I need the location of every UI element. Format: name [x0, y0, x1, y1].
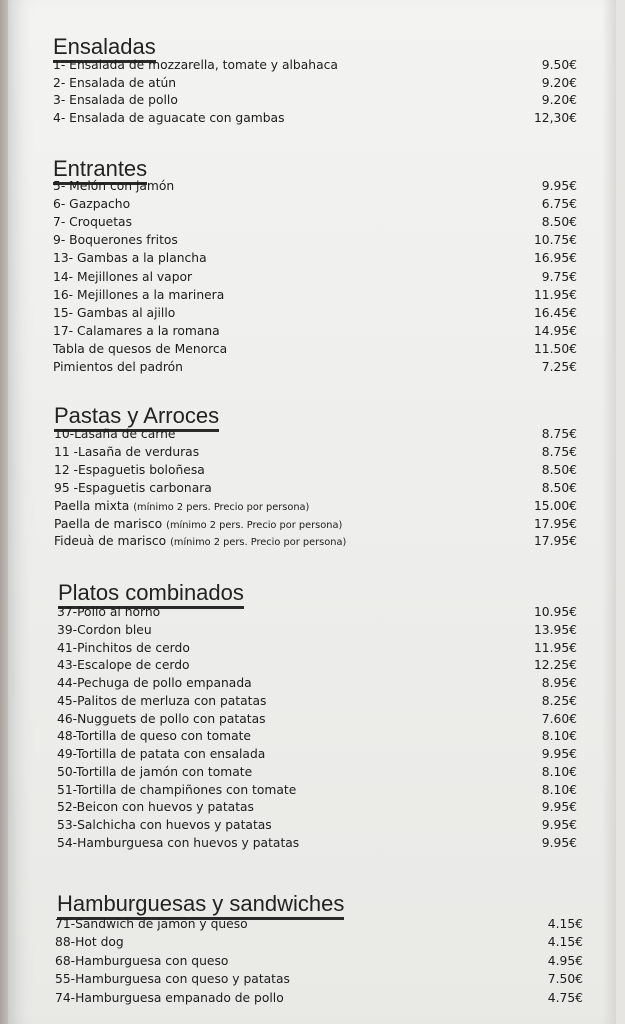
item-name-text: 48-Tortilla de queso con tomate [57, 729, 251, 744]
item-name [55, 933, 124, 951]
item-name [53, 268, 192, 286]
item-name [54, 461, 205, 479]
item-name [53, 340, 227, 358]
item-name-text: 49-Tortilla de patata con ensalada [57, 747, 266, 761]
menu-item [57, 639, 577, 657]
item-price: 17.95€ [533, 534, 577, 549]
item-name [57, 745, 265, 763]
menu-item [57, 763, 577, 781]
item-price: 7.60€ [541, 711, 577, 726]
item-price: 16.95€ [533, 251, 577, 266]
item-name [57, 834, 299, 852]
item-name [53, 286, 224, 304]
menu-item [55, 915, 583, 933]
menu-item [53, 340, 577, 358]
item-price: 10.75€ [533, 233, 577, 248]
item-name-text: 14- Mejillones al vapor [53, 269, 193, 284]
item-name-text: 1- Ensalada de mozzarella, tomate y albahaca [53, 58, 338, 72]
item-name [55, 915, 248, 933]
item-name [54, 532, 346, 552]
item-name-text: Tabla de quesos de Menorca [53, 341, 228, 356]
menu-item [53, 304, 577, 322]
item-name-text: 55-Hamburguesa con queso y patatas [55, 972, 290, 987]
item-name-text: 50-Tortilla de jamón con tomate [57, 764, 253, 779]
menu-item [53, 195, 577, 213]
item-name-text: Paella mixta [54, 498, 130, 513]
item-price: 12,30€ [533, 110, 577, 125]
item-price: 11.95€ [533, 287, 577, 302]
menu-item [53, 358, 577, 376]
item-name-text: 6- Gazpacho [53, 197, 131, 212]
item-name [53, 91, 178, 109]
menu-item [53, 231, 577, 249]
item-price: 8.25€ [541, 693, 577, 708]
section-heading: Hamburguesas y sandwiches [57, 893, 344, 920]
item-price: 8.10€ [541, 729, 577, 744]
section-heading: Entrantes [53, 158, 147, 185]
item-note: (mínimo 2 pers. Precio por persona) [133, 501, 310, 513]
item-name [57, 603, 160, 621]
menu-item [57, 603, 577, 621]
menu-item [54, 461, 577, 479]
item-name-text: 17- Calamares a la romana [53, 323, 220, 338]
menu-item [55, 933, 583, 951]
menu-item [54, 532, 577, 550]
item-name-text: 74-Hamburguesa empanado de pollo [55, 990, 284, 1005]
menu-item [57, 727, 577, 745]
item-name-text: 53-Salchicha con huevos y patatas [57, 818, 272, 832]
item-price: 8.75€ [541, 444, 577, 459]
menu-item [53, 322, 577, 340]
item-price: 7.50€ [547, 972, 583, 987]
item-price: 16.45€ [533, 305, 577, 320]
menu-item [53, 268, 577, 286]
menu-item [57, 798, 577, 816]
item-note: (mínimo 2 pers. Precio por persona) [170, 537, 347, 549]
item-name-text: 95 -Espaguetis carbonara [54, 480, 212, 495]
item-name [53, 213, 132, 231]
section-heading: Ensaladas [53, 36, 156, 63]
item-name-text: 37-Pollo al horno [57, 605, 161, 619]
item-name [57, 798, 254, 816]
item-price: 9.20€ [541, 93, 577, 108]
menu-item [53, 56, 577, 74]
menu-item [53, 286, 577, 304]
menu-item [57, 710, 577, 728]
item-name [53, 304, 175, 322]
item-price: 11.50€ [533, 341, 577, 356]
item-price: 12.25€ [533, 658, 577, 673]
item-price: 9.95€ [541, 179, 577, 193]
item-note: (mínimo 2 pers. Precio por persona) [166, 519, 343, 531]
item-name-text: 71-Sandwich de jamón y queso [55, 917, 248, 931]
menu-item [54, 515, 577, 533]
section-heading: Platos combinados [58, 582, 244, 609]
item-name-text: Fideuà de marisco [54, 534, 167, 549]
menu-item [54, 479, 577, 497]
item-name-text: 68-Hamburguesa con queso [55, 953, 229, 968]
item-name [54, 443, 199, 461]
item-price: 17.95€ [533, 516, 577, 531]
item-name-text: 39-Cordon bleu [57, 622, 152, 637]
item-name-text: 41-Pinchitos de cerdo [57, 640, 190, 655]
item-price: 4.15€ [547, 935, 583, 950]
item-name [53, 249, 207, 267]
item-name [54, 479, 212, 497]
item-name [57, 816, 272, 834]
item-name-text: 88-Hot dog [55, 935, 124, 950]
item-name-text: 2- Ensalada de atún [53, 75, 177, 90]
item-name [53, 109, 284, 127]
menu-item [53, 91, 577, 109]
menu-item [53, 109, 577, 127]
item-name-text: 3- Ensalada de pollo [53, 93, 178, 108]
item-price: 10.95€ [533, 605, 577, 619]
item-name-text: 9- Boquerones fritos [53, 233, 178, 248]
menu-item [53, 249, 577, 267]
item-price: 4.15€ [547, 917, 583, 931]
item-name-text: 11 -Lasaña de verduras [54, 444, 200, 459]
menu-item [55, 989, 583, 1007]
item-price: 9.20€ [541, 75, 577, 90]
section-heading: Pastas y Arroces [54, 405, 219, 432]
item-name [57, 692, 266, 710]
item-name-text: 54-Hamburguesa con huevos y patatas [57, 835, 300, 850]
menu-item [57, 781, 577, 799]
menu-item [54, 497, 577, 515]
item-name [55, 952, 228, 970]
item-name [53, 358, 183, 376]
item-price: 8.50€ [541, 480, 577, 495]
item-name [57, 639, 190, 657]
menu-item [53, 177, 577, 195]
item-name-text: 5- Melón con jamón [53, 179, 175, 193]
item-name-text: 43-Escalope de cerdo [57, 658, 190, 673]
item-price: 8.10€ [541, 764, 577, 779]
item-price: 8.50€ [541, 215, 577, 230]
item-name-text: 46-Nugguets de pollo con patatas [57, 711, 266, 726]
menu-item [57, 745, 577, 763]
menu-item [57, 692, 577, 710]
item-name [57, 656, 190, 674]
item-price: 13.95€ [533, 622, 577, 637]
item-price: 8.50€ [541, 462, 577, 477]
item-name-text: 7- Croquetas [53, 215, 132, 230]
item-name [53, 177, 174, 195]
menu-item [53, 213, 577, 231]
item-name-text: 44-Pechuga de pollo empanada [57, 676, 252, 690]
item-price: 8.95€ [541, 676, 577, 690]
item-name-text: 51-Tortilla de champiñones con tomate [57, 782, 297, 797]
item-name [53, 74, 176, 92]
menu-item [57, 674, 577, 692]
item-name-text: 52-Beicon con huevos y patatas [57, 800, 254, 815]
item-price: 6.75€ [541, 197, 577, 212]
menu-item [55, 952, 583, 970]
item-name [53, 195, 130, 213]
item-name [53, 231, 178, 249]
item-name-text: 15- Gambas al ajillo [53, 305, 176, 320]
item-name [53, 322, 220, 340]
item-price: 7.25€ [541, 360, 577, 374]
item-price: 8.75€ [541, 427, 577, 441]
item-name-text: 16- Mejillones a la marinera [53, 287, 225, 302]
item-price: 9.95€ [541, 747, 577, 761]
item-name-text: 12 -Espaguetis boloñesa [54, 462, 205, 477]
item-name-text: Pimientos del padrón [53, 360, 183, 374]
item-name [57, 710, 266, 728]
menu-item [57, 621, 577, 639]
menu-item [53, 74, 577, 92]
menu-item [57, 816, 577, 834]
item-name-text: 13- Gambas a la plancha [53, 251, 207, 266]
item-name-text: Paella de marisco [54, 516, 163, 531]
item-price: 14.95€ [533, 323, 577, 338]
item-name [55, 989, 284, 1007]
item-name [55, 970, 290, 988]
item-price: 8.10€ [541, 782, 577, 797]
item-name [57, 781, 296, 799]
menu-item [55, 970, 583, 988]
menu-item [57, 656, 577, 674]
menu-item [54, 425, 577, 443]
item-name-text: 4- Ensalada de aguacate con gambas [53, 110, 285, 125]
item-price: 9.75€ [541, 269, 577, 284]
item-name [54, 425, 175, 443]
item-name [57, 727, 251, 745]
item-price: 9.50€ [541, 58, 577, 72]
item-name [57, 621, 152, 639]
item-name-text: 45-Palitos de merluza con patatas [57, 693, 267, 708]
item-price: 15.00€ [533, 498, 577, 513]
item-name [57, 674, 252, 692]
item-name [53, 56, 338, 74]
menu-item [54, 443, 577, 461]
item-name-text: 10-Lasaña de carne [54, 427, 176, 441]
item-price: 9.95€ [541, 818, 577, 832]
item-price: 4.75€ [547, 990, 583, 1005]
item-price: 9.95€ [541, 800, 577, 815]
menu-item [57, 834, 577, 852]
item-price: 11.95€ [533, 640, 577, 655]
item-price: 4.95€ [547, 953, 583, 968]
item-name [57, 763, 252, 781]
item-price: 9.95€ [541, 835, 577, 850]
